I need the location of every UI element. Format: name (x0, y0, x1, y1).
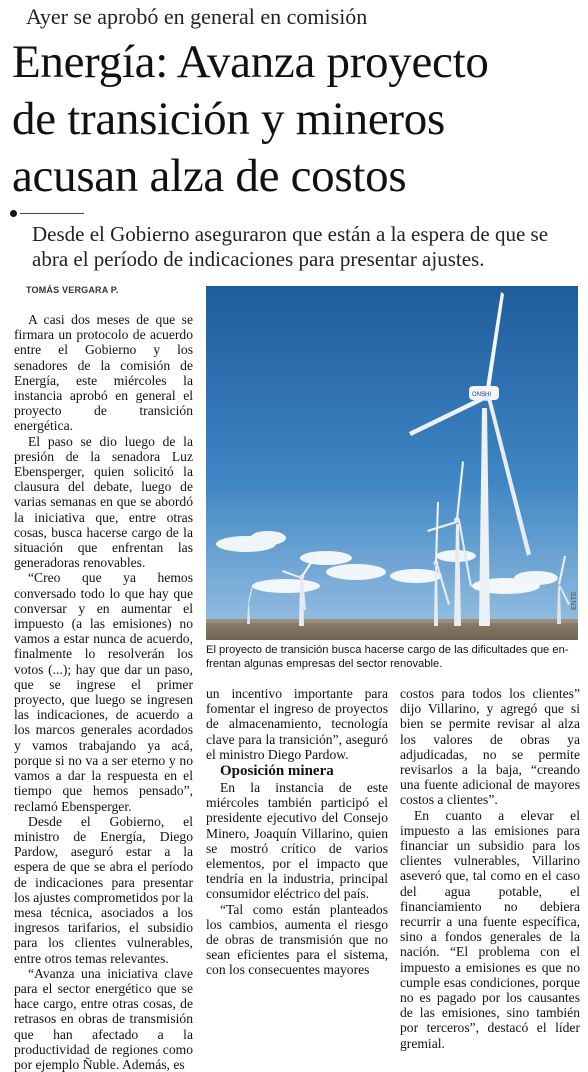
wind-turbines-photo (206, 286, 578, 640)
headline-line: de transición y mineros (12, 93, 445, 145)
body-paragraph: En cuanto a elevar el impuesto a las emisiones para financiar un subsidio para los clientes vulnerables, Villarino aseveró que, tal como en el caso del agua potable, el financiamiento no debiera recurrir a una fuente específica, sino a fondos generales de la nación. “El problema con el impuesto a emisiones es que no cumple esas condiciones, porque no es pagado por los causantes de las emisiones, sino también por terceros”, destacó el líder gremial. (400, 807, 580, 1051)
divider-rule (20, 213, 84, 214)
body-paragraph: “Creo que ya hemos conversado todo lo que hay que conversar y en aumentar el impuesto (a las emisiones) no vamos a estar nunca de acuerdo, finalmente lo resolverán los votos (...); hay que dar un paso, que se ingrese el primer proyecto, que luego se ingresen las indicaciones, de acuerdo a los marcos generales acordados y vamos trabajando ya acá, porque si no va a ser eterno y no vamos a dar la respuesta en el tiempo que hemos pensado”, reclamó Ebensperger. (14, 570, 193, 814)
caption-line: frentan algunas empresas del sector renovable. (206, 658, 443, 670)
body-column-3 (400, 686, 580, 1051)
headline-line: Energía: Avanza proyecto (12, 36, 489, 88)
body-paragraph: “Avanza una iniciativa clave para el sector energético que se hace cargo, entre otras cosas, de retrasos en obras de transmisión que han afectado a la productividad de regiones como por ejemplo Ñuble. Además, es (14, 965, 193, 1072)
photo-illustration (206, 286, 578, 640)
body-column-1 (14, 312, 193, 1072)
body-paragraph: A casi dos meses de que se firmara un protocolo de acuerdo entre el Gobierno y los senadores de la comisión de Energía, este miércoles la instancia aprobó en general el proyecto de transición energética. (14, 312, 193, 434)
article-headline (12, 34, 584, 205)
headline-line: acusan alza de costos (12, 150, 407, 202)
body-paragraph: En la instancia de este miércoles también participó el presidente ejecutivo del Consejo Minero, Joaquín Villarino, quien se mostró crítico de varios elementos, por el impacto que tendría en la industria, principal consumidor eléctrico del país. (206, 780, 388, 902)
photo-credit: ENTE (571, 591, 578, 610)
body-column-2 (206, 686, 388, 978)
article-kicker: Ayer se aprobó en general en comisión (26, 4, 368, 29)
photo-caption (206, 643, 578, 671)
article-deck (32, 222, 572, 272)
section-subhead: Oposición minera (220, 763, 334, 780)
body-paragraph: costos para todos los clientes” dijo Villarino, y agregó que si bien se permite revisar al alza los valores de obras ya adjudicadas, no se permite revisarlos a la baja, “creando una fuente adicional de mayores costos a clientes”. (400, 686, 580, 808)
body-paragraph: un incentivo importante para fomentar el ingreso de proyectos de almacenamiento, tecnología clave para la transición”, aseguró el ministro Diego Pardow. (206, 686, 388, 762)
body-paragraph: “Tal como están planteados los cambios, aumenta el riesgo de obras de transmisión que no sean eficientes para el sistema, con los consecuentes mayores (206, 901, 388, 978)
deck-line: Desde el Gobierno aseguraron que están a la espera de que se (32, 222, 549, 246)
caption-line: El proyecto de transición busca hacerse cargo de las dificultades que en- (206, 644, 569, 656)
deck-line: abra el período de indicaciones para presentar ajustes. (32, 247, 485, 271)
body-paragraph: Desde el Gobierno, el ministro de Energía, Diego Pardow, aseguró estar a la espera de que se abra el período de indicaciones para presentar los ajustes comprometidos por la mesa técnica, asociados a los ingresos tarifarios, el subsidio para los clientes vulnerables, entre otros temas relevantes. (14, 813, 193, 966)
body-paragraph: El paso se dio luego de la presión de la senadora Luz Ebensperger, quien solicitó la clausura del debate, luego de varias semanas en que se abordó la iniciativa que, entre otras cosas, busca hacerse cargo de la situación que enfrentan las generadoras renovables. (14, 433, 193, 571)
author-byline: TOMÁS VERGARA P. (26, 285, 119, 295)
turbine-label: ONSHI (472, 392, 492, 398)
bullet-dot (10, 210, 17, 217)
